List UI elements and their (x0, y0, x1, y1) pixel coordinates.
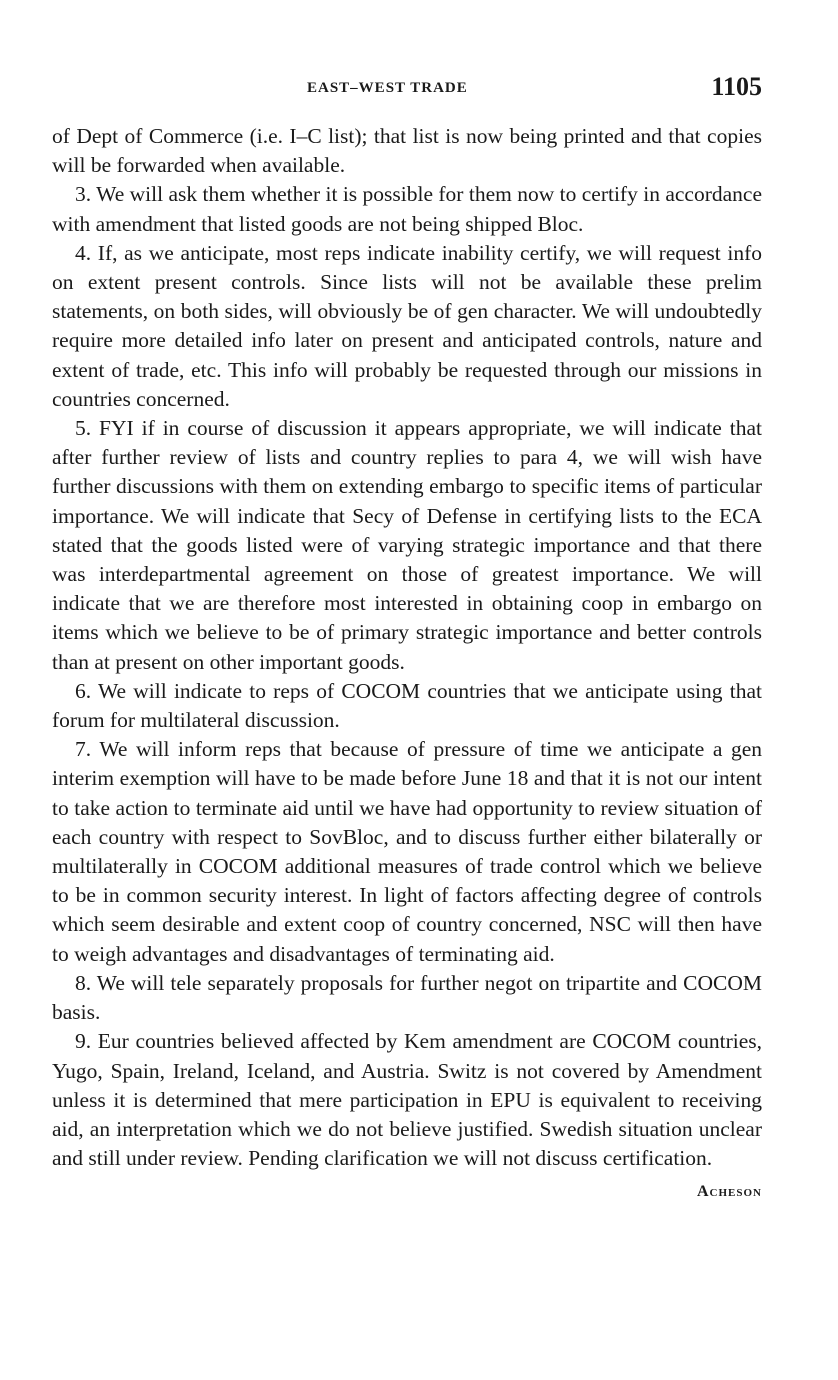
body-text (52, 122, 762, 1173)
paragraph-7: 7. We will inform reps that because of pressure of time we anticipate a gen interim exemption will have to be made before June 18 and that it is not our intent to take action to terminate aid until we have had opportunity to review situation of each country with respect to SovBloc, and to discuss further either bilaterally or multilaterally in COCOM additional measures of trade control which we believe to be in common security interest. In light of factors affecting degree of controls which seem desirable and extent coop of country concerned, NSC will then have to weigh advantages and disadvantages of terminating aid. (52, 737, 762, 966)
paragraph-8: 8. We will tele separately proposals for further negot on tripartite and COCOM basis. (52, 970, 762, 1025)
paragraph-6: 6. We will indicate to reps of COCOM countries that we anticipate using that forum for multilateral discussion. (52, 678, 762, 733)
paragraph-continued: of Dept of Commerce (i.e. I–C list); that list is now being printed and that copies will be forwarded when available. (52, 124, 762, 178)
signature: Acheson (696, 1183, 762, 1201)
running-head (52, 70, 762, 110)
paragraph-9: 9. Eur countries believed affected by Kem amendment are COCOM countries, Yugo, Spain, Ireland, Iceland, and Austria. Switz is not covered by Amendment unless it is determined that mere participation in EPU is equivalent to receiving aid, an interpretation which we do not believe justified. Swedish situation unclear and still under review. Pending clarification we will not discuss certification. (52, 1029, 762, 1171)
running-title: EAST–WEST TRADE (307, 80, 468, 96)
paragraph-5: 5. FYI if in course of discussion it appears appropriate, we will indicate that after further review of lists and country replies to para 4, we will wish have further discussions with them on extending embargo to specific items of particular importance. We will indicate that Secy of Defense in certifying lists to the ECA stated that the goods listed were of varying strategic importance and that there was interdepartmental agreement on those of greatest importance. We will indicate that we are therefore most interested in obtaining coop in embargo on items which we believe to be of primary strategic importance and better controls than at present on other important goods. (52, 416, 762, 674)
paragraph-4: 4. If, as we anticipate, most reps indicate inability certify, we will request info on extent present controls. Since lists will not be available these prelim statements, on both sides, will obviously be of gen character. We will undoubtedly require more detailed info later on present and anticipated controls, nature and extent of trade, etc. This info will probably be requested through our missions in countries concerned. (52, 240, 762, 411)
paragraph-3: 3. We will ask them whether it is possible for them now to certify in accordance with amendment that listed goods are not being shipped Bloc. (52, 182, 762, 236)
document-page (52, 70, 762, 1201)
page-number: 1105 (711, 72, 762, 101)
